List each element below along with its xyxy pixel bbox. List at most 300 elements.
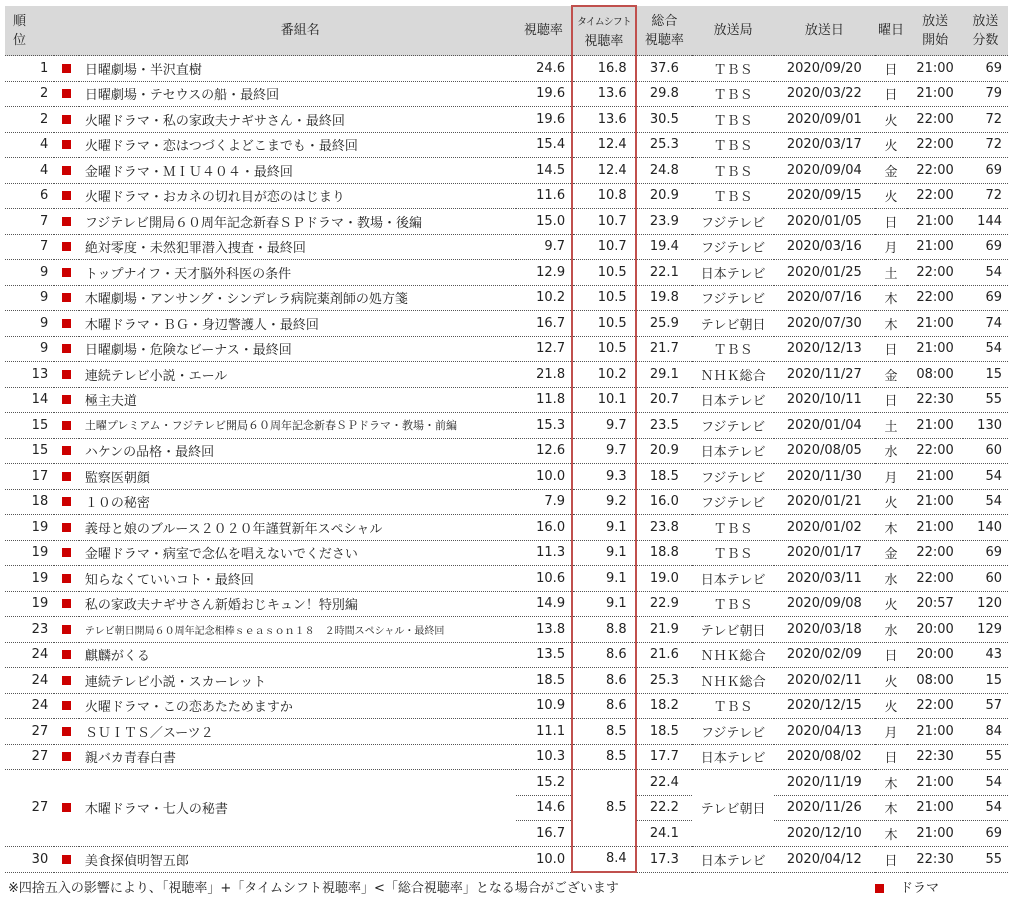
minutes-cell: 54 <box>963 795 1008 821</box>
dow-cell: 水 <box>875 438 908 464</box>
header-rank: 順 位 <box>5 6 54 56</box>
drama-genre-icon <box>62 115 71 124</box>
date-cell: 2020/11/27 <box>774 362 875 388</box>
total-cell: 18.8 <box>636 540 692 566</box>
table-body <box>5 56 1008 873</box>
station-cell: ＮＨＫ総合 <box>692 668 774 694</box>
genre-cell <box>54 668 79 694</box>
table-row <box>5 311 1008 337</box>
total-cell: 19.0 <box>636 566 692 592</box>
total-cell: 17.7 <box>636 744 692 770</box>
drama-genre-icon <box>62 855 71 864</box>
total-cell: 22.2 <box>636 795 692 821</box>
station-cell: ＴＢＳ <box>692 183 774 209</box>
station-cell: ＴＢＳ <box>692 515 774 541</box>
station-cell: ＮＨＫ総合 <box>692 362 774 388</box>
rank-cell: 4 <box>5 158 54 184</box>
genre-cell <box>54 693 79 719</box>
date-cell: 2020/07/30 <box>774 311 875 337</box>
rank-cell: 24 <box>5 693 54 719</box>
start-cell: 22:00 <box>907 107 962 133</box>
date-cell: 2020/03/22 <box>774 81 875 107</box>
dow-cell: 火 <box>875 668 908 694</box>
title-cell: 金曜ドラマ・病室で念仏を唱えないでください <box>79 540 516 566</box>
timeshift-cell: 10.5 <box>572 311 636 337</box>
title-cell: 連続テレビ小説・エール <box>79 362 516 388</box>
drama-genre-icon <box>62 242 71 251</box>
title-cell: 木曜ドラマ・七人の秘書 <box>79 770 516 847</box>
genre-cell <box>54 566 79 592</box>
header-timeshift: タイムシフト 視聴率 <box>572 6 636 56</box>
table-row <box>5 489 1008 515</box>
start-cell: 21:00 <box>907 81 962 107</box>
genre-cell <box>54 464 79 490</box>
minutes-cell: 79 <box>963 81 1008 107</box>
date-cell: 2020/03/16 <box>774 234 875 260</box>
minutes-cell: 57 <box>963 693 1008 719</box>
date-cell: 2020/10/11 <box>774 387 875 413</box>
table-row <box>5 285 1008 311</box>
rating-cell: 10.0 <box>516 846 572 872</box>
dow-cell: 火 <box>875 132 908 158</box>
genre-cell <box>54 387 79 413</box>
genre-cell <box>54 846 79 872</box>
rating-cell: 12.9 <box>516 260 572 286</box>
drama-genre-icon <box>62 344 71 353</box>
total-cell: 29.8 <box>636 81 692 107</box>
minutes-cell: 140 <box>963 515 1008 541</box>
rank-cell: 18 <box>5 489 54 515</box>
rank-cell: 19 <box>5 540 54 566</box>
minutes-cell: 54 <box>963 260 1008 286</box>
title-cell: 火曜ドラマ・この恋あたためますか <box>79 693 516 719</box>
title-cell: 親バカ青春白書 <box>79 744 516 770</box>
title-cell: 絶対零度・未然犯罪潜入捜査・最終回 <box>79 234 516 260</box>
rating-cell: 18.5 <box>516 668 572 694</box>
minutes-cell: 129 <box>963 617 1008 643</box>
ranking-table-container <box>5 5 1008 873</box>
rating-cell: 21.8 <box>516 362 572 388</box>
dow-cell: 日 <box>875 336 908 362</box>
dow-cell: 月 <box>875 234 908 260</box>
drama-genre-icon <box>62 64 71 73</box>
header-title: 番組名 <box>79 6 516 56</box>
station-cell: ＴＢＳ <box>692 336 774 362</box>
dow-cell: 日 <box>875 209 908 235</box>
date-cell: 2020/11/30 <box>774 464 875 490</box>
date-cell: 2020/12/13 <box>774 336 875 362</box>
start-cell: 21:00 <box>907 234 962 260</box>
table-row <box>5 413 1008 439</box>
total-cell: 21.6 <box>636 642 692 668</box>
minutes-cell: 54 <box>963 489 1008 515</box>
drama-genre-icon <box>62 650 71 659</box>
total-cell: 22.1 <box>636 260 692 286</box>
rank-cell: 9 <box>5 260 54 286</box>
total-cell: 19.8 <box>636 285 692 311</box>
minutes-cell: 69 <box>963 540 1008 566</box>
rank-cell: 17 <box>5 464 54 490</box>
timeshift-cell: 10.7 <box>572 234 636 260</box>
minutes-cell: 120 <box>963 591 1008 617</box>
station-cell: ＴＢＳ <box>692 107 774 133</box>
minutes-cell: 54 <box>963 464 1008 490</box>
timeshift-cell: 13.6 <box>572 81 636 107</box>
dow-cell: 水 <box>875 617 908 643</box>
rank-cell: 14 <box>5 387 54 413</box>
station-cell: フジテレビ <box>692 719 774 745</box>
table-row <box>5 209 1008 235</box>
rank-cell: 19 <box>5 566 54 592</box>
rank-cell: 24 <box>5 642 54 668</box>
genre-cell <box>54 617 79 643</box>
rank-cell: 19 <box>5 591 54 617</box>
title-cell: テレビ朝日開局６０周年記念相棒ｓｅａｓｏｎ１８ ２時間スペシャル・最終回 <box>79 617 516 643</box>
rating-cell: 13.8 <box>516 617 572 643</box>
rating-cell: 11.1 <box>516 719 572 745</box>
station-cell: ＮＨＫ総合 <box>692 642 774 668</box>
genre-cell <box>54 209 79 235</box>
title-cell: フジテレビ開局６０周年記念新春ＳＰドラマ・教場・後編 <box>79 209 516 235</box>
station-cell: テレビ朝日 <box>692 617 774 643</box>
dow-cell: 水 <box>875 566 908 592</box>
dow-cell: 日 <box>875 642 908 668</box>
rank-cell: 9 <box>5 311 54 337</box>
drama-genre-icon <box>62 421 71 430</box>
dow-cell: 土 <box>875 260 908 286</box>
start-cell: 21:00 <box>907 209 962 235</box>
rank-cell: 27 <box>5 719 54 745</box>
date-cell: 2020/07/16 <box>774 285 875 311</box>
genre-cell <box>54 336 79 362</box>
station-cell: フジテレビ <box>692 234 774 260</box>
genre-cell <box>54 438 79 464</box>
date-cell: 2020/01/17 <box>774 540 875 566</box>
rank-cell: 4 <box>5 132 54 158</box>
minutes-cell: 74 <box>963 311 1008 337</box>
start-cell: 22:30 <box>907 846 962 872</box>
station-cell: 日本テレビ <box>692 260 774 286</box>
title-cell: 極主夫道 <box>79 387 516 413</box>
table-row <box>5 591 1008 617</box>
minutes-cell: 69 <box>963 234 1008 260</box>
table-row <box>5 387 1008 413</box>
drama-genre-icon <box>62 395 71 404</box>
title-cell: 監察医朝顔 <box>79 464 516 490</box>
total-cell: 20.9 <box>636 183 692 209</box>
dow-cell: 木 <box>875 515 908 541</box>
title-cell: ハケンの品格・最終回 <box>79 438 516 464</box>
table-row <box>5 56 1008 82</box>
timeshift-cell: 9.1 <box>572 591 636 617</box>
date-cell: 2020/04/12 <box>774 846 875 872</box>
start-cell: 21:00 <box>907 56 962 82</box>
total-cell: 20.9 <box>636 438 692 464</box>
timeshift-cell: 9.2 <box>572 489 636 515</box>
timeshift-cell: 8.6 <box>572 693 636 719</box>
table-row <box>5 81 1008 107</box>
rating-cell: 14.5 <box>516 158 572 184</box>
rating-cell: 14.9 <box>516 591 572 617</box>
drama-genre-icon <box>62 599 71 608</box>
table-row <box>5 642 1008 668</box>
total-cell: 29.1 <box>636 362 692 388</box>
drama-genre-icon <box>62 625 71 634</box>
date-cell: 2020/03/11 <box>774 566 875 592</box>
table-row <box>5 362 1008 388</box>
start-cell: 21:00 <box>907 464 962 490</box>
genre-cell <box>54 107 79 133</box>
genre-cell <box>54 132 79 158</box>
dow-cell: 日 <box>875 744 908 770</box>
table-row <box>5 158 1008 184</box>
total-cell: 30.5 <box>636 107 692 133</box>
legend <box>875 877 939 896</box>
drama-genre-icon <box>62 752 71 761</box>
drama-genre-icon <box>62 701 71 710</box>
station-cell: ＴＢＳ <box>692 81 774 107</box>
drama-genre-icon <box>62 548 71 557</box>
date-cell: 2020/12/15 <box>774 693 875 719</box>
total-cell: 18.5 <box>636 464 692 490</box>
timeshift-cell: 9.1 <box>572 540 636 566</box>
rating-cell: 16.7 <box>516 311 572 337</box>
station-cell: テレビ朝日 <box>692 311 774 337</box>
genre-cell <box>54 260 79 286</box>
timeshift-cell: 9.7 <box>572 413 636 439</box>
date-cell: 2020/12/10 <box>774 821 875 847</box>
dow-cell: 土 <box>875 413 908 439</box>
total-cell: 23.9 <box>636 209 692 235</box>
table-row <box>5 260 1008 286</box>
title-cell: 私の家政夫ナギサさん新婚おじキュン！特別編 <box>79 591 516 617</box>
dow-cell: 日 <box>875 56 908 82</box>
minutes-cell: 15 <box>963 362 1008 388</box>
minutes-cell: 15 <box>963 668 1008 694</box>
drama-genre-icon <box>62 497 71 506</box>
total-cell: 16.0 <box>636 489 692 515</box>
rank-cell: 15 <box>5 413 54 439</box>
timeshift-cell: 12.4 <box>572 158 636 184</box>
rating-cell: 15.4 <box>516 132 572 158</box>
timeshift-cell: 8.5 <box>572 719 636 745</box>
table-row <box>5 846 1008 872</box>
rank-cell: 27 <box>5 744 54 770</box>
start-cell: 22:00 <box>907 158 962 184</box>
genre-cell <box>54 183 79 209</box>
table-row <box>5 438 1008 464</box>
station-cell: 日本テレビ <box>692 566 774 592</box>
table-row <box>5 566 1008 592</box>
station-cell: 日本テレビ <box>692 387 774 413</box>
header-minutes: 放送 分数 <box>963 6 1008 56</box>
rating-cell: 10.6 <box>516 566 572 592</box>
minutes-cell: 72 <box>963 107 1008 133</box>
start-cell: 22:00 <box>907 132 962 158</box>
rating-cell: 10.2 <box>516 285 572 311</box>
timeshift-cell: 9.3 <box>572 464 636 490</box>
rating-cell: 15.3 <box>516 413 572 439</box>
total-cell: 23.5 <box>636 413 692 439</box>
dow-cell: 木 <box>875 821 908 847</box>
genre-cell <box>54 158 79 184</box>
rating-cell: 19.6 <box>516 107 572 133</box>
start-cell: 20:00 <box>907 642 962 668</box>
title-cell: 日曜劇場・半沢直樹 <box>79 56 516 82</box>
rank-cell: 19 <box>5 515 54 541</box>
start-cell: 21:00 <box>907 489 962 515</box>
dow-cell: 火 <box>875 489 908 515</box>
rank-cell: 7 <box>5 209 54 235</box>
drama-genre-icon <box>62 446 71 455</box>
timeshift-cell: 10.7 <box>572 209 636 235</box>
timeshift-cell: 9.1 <box>572 566 636 592</box>
total-cell: 25.3 <box>636 668 692 694</box>
total-cell: 22.4 <box>636 770 692 796</box>
start-cell: 08:00 <box>907 668 962 694</box>
table-row <box>5 540 1008 566</box>
start-cell: 22:00 <box>907 438 962 464</box>
title-cell: 日曜劇場・危険なビーナス・最終回 <box>79 336 516 362</box>
date-cell: 2020/01/04 <box>774 413 875 439</box>
station-cell: 日本テレビ <box>692 744 774 770</box>
minutes-cell: 54 <box>963 336 1008 362</box>
total-cell: 22.9 <box>636 591 692 617</box>
rating-cell: 12.7 <box>516 336 572 362</box>
table-row-grouped <box>5 770 1008 796</box>
date-cell: 2020/09/15 <box>774 183 875 209</box>
rank-cell: 13 <box>5 362 54 388</box>
station-cell: ＴＢＳ <box>692 132 774 158</box>
timeshift-cell: 9.1 <box>572 515 636 541</box>
date-cell: 2020/08/02 <box>774 744 875 770</box>
drama-genre-icon <box>62 191 71 200</box>
title-cell: 連続テレビ小説・スカーレット <box>79 668 516 694</box>
timeshift-cell: 10.5 <box>572 260 636 286</box>
date-cell: 2020/11/26 <box>774 795 875 821</box>
title-cell: 美食探偵明智五郎 <box>79 846 516 872</box>
drama-genre-icon <box>62 140 71 149</box>
title-cell: トップナイフ・天才脳外科医の条件 <box>79 260 516 286</box>
ranking-table <box>5 5 1008 873</box>
date-cell: 2020/09/08 <box>774 591 875 617</box>
start-cell: 21:00 <box>907 795 962 821</box>
dow-cell: 金 <box>875 540 908 566</box>
table-row <box>5 234 1008 260</box>
timeshift-cell: 9.7 <box>572 438 636 464</box>
rank-cell: 23 <box>5 617 54 643</box>
table-row <box>5 183 1008 209</box>
date-cell: 2020/09/01 <box>774 107 875 133</box>
rating-cell: 10.9 <box>516 693 572 719</box>
station-cell: ＴＢＳ <box>692 693 774 719</box>
total-cell: 37.6 <box>636 56 692 82</box>
rating-cell: 14.6 <box>516 795 572 821</box>
rank-cell: 30 <box>5 846 54 872</box>
date-cell: 2020/09/20 <box>774 56 875 82</box>
title-cell: 日曜劇場・テセウスの船・最終回 <box>79 81 516 107</box>
date-cell: 2020/01/02 <box>774 515 875 541</box>
minutes-cell: 55 <box>963 846 1008 872</box>
title-cell: 木曜ドラマ・ＢＧ・身辺警護人・最終回 <box>79 311 516 337</box>
total-cell: 24.1 <box>636 821 692 847</box>
timeshift-cell: 10.1 <box>572 387 636 413</box>
rating-cell: 13.5 <box>516 642 572 668</box>
timeshift-cell: 10.2 <box>572 362 636 388</box>
table-row <box>5 668 1008 694</box>
dow-cell: 火 <box>875 693 908 719</box>
timeshift-cell: 8.6 <box>572 642 636 668</box>
rank-cell: 9 <box>5 285 54 311</box>
dow-cell: 月 <box>875 464 908 490</box>
minutes-cell: 130 <box>963 413 1008 439</box>
minutes-cell: 69 <box>963 285 1008 311</box>
minutes-cell: 55 <box>963 387 1008 413</box>
date-cell: 2020/09/04 <box>774 158 875 184</box>
rank-cell: 15 <box>5 438 54 464</box>
start-cell: 22:30 <box>907 387 962 413</box>
drama-genre-icon <box>62 727 71 736</box>
date-cell: 2020/01/05 <box>774 209 875 235</box>
genre-cell <box>54 770 79 847</box>
date-cell: 2020/11/19 <box>774 770 875 796</box>
genre-cell <box>54 234 79 260</box>
date-cell: 2020/08/05 <box>774 438 875 464</box>
title-cell: ＳＵＩＴＳ／スーツ２ <box>79 719 516 745</box>
genre-cell <box>54 540 79 566</box>
rating-cell: 12.6 <box>516 438 572 464</box>
rating-cell: 10.3 <box>516 744 572 770</box>
timeshift-cell: 8.5 <box>572 744 636 770</box>
total-cell: 18.5 <box>636 719 692 745</box>
rank-cell: 7 <box>5 234 54 260</box>
station-cell: 日本テレビ <box>692 846 774 872</box>
station-cell: ＴＢＳ <box>692 540 774 566</box>
drama-genre-icon <box>62 293 71 302</box>
start-cell: 21:00 <box>907 719 962 745</box>
genre-cell <box>54 285 79 311</box>
title-cell: 火曜ドラマ・おカネの切れ目が恋のはじまり <box>79 183 516 209</box>
drama-genre-icon <box>62 523 71 532</box>
minutes-cell: 72 <box>963 183 1008 209</box>
total-cell: 21.7 <box>636 336 692 362</box>
minutes-cell: 54 <box>963 770 1008 796</box>
timeshift-cell: 10.5 <box>572 336 636 362</box>
table-row <box>5 107 1008 133</box>
start-cell: 22:00 <box>907 693 962 719</box>
total-cell: 20.7 <box>636 387 692 413</box>
genre-cell <box>54 81 79 107</box>
start-cell: 22:00 <box>907 540 962 566</box>
table-header-row <box>5 6 1008 56</box>
timeshift-cell: 8.5 <box>572 770 636 847</box>
rating-cell: 11.8 <box>516 387 572 413</box>
start-cell: 21:00 <box>907 336 962 362</box>
dow-cell: 日 <box>875 846 908 872</box>
title-cell: 義母と娘のブルース２０２０年謹賀新年スペシャル <box>79 515 516 541</box>
header-date: 放送日 <box>774 6 875 56</box>
minutes-cell: 43 <box>963 642 1008 668</box>
dow-cell: 火 <box>875 107 908 133</box>
minutes-cell: 60 <box>963 566 1008 592</box>
dow-cell: 金 <box>875 158 908 184</box>
title-cell: 土曜プレミアム・フジテレビ開局６０周年記念新春ＳＰドラマ・教場・前編 <box>79 413 516 439</box>
table-row <box>5 744 1008 770</box>
dow-cell: 月 <box>875 719 908 745</box>
title-cell: 知らなくていいコト・最終回 <box>79 566 516 592</box>
rank-cell: 27 <box>5 770 54 847</box>
timeshift-cell: 10.8 <box>572 183 636 209</box>
